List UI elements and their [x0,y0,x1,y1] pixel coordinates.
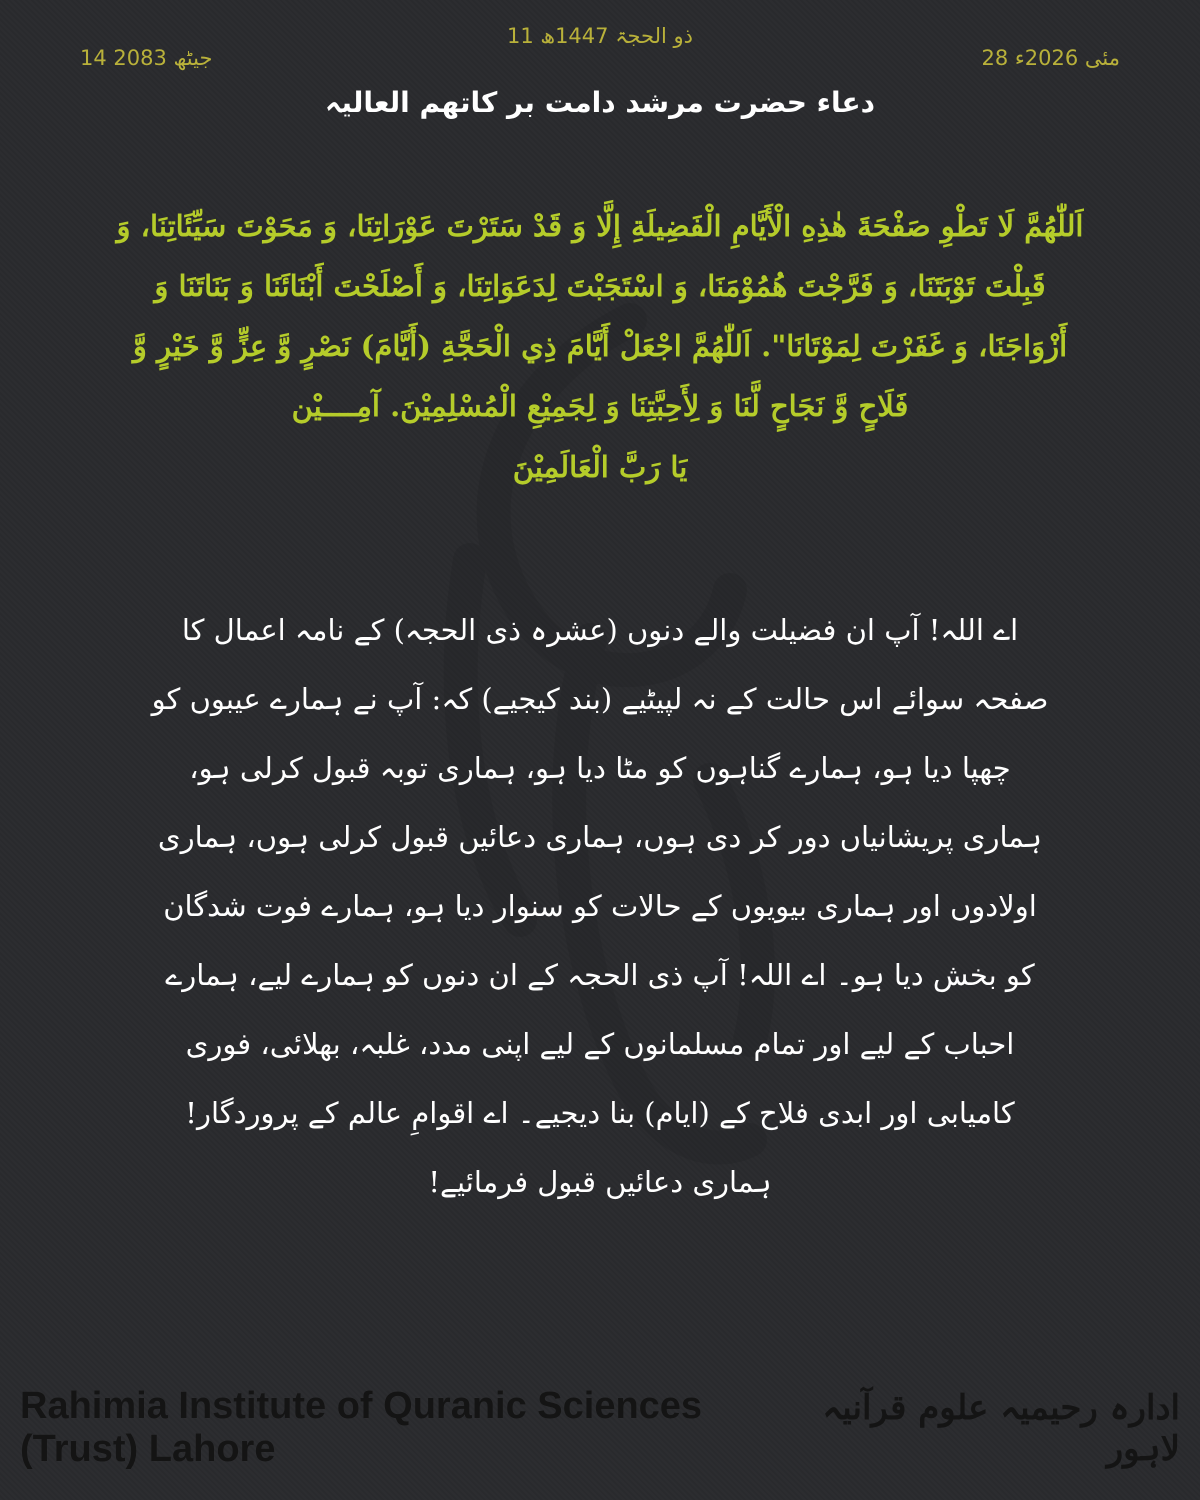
bikrami-date: 14 جیٹھ 2083 [80,46,213,70]
page-title: دعاء حضرت مرشد دامت بر کاتھم العالیہ [324,86,875,119]
footer [20,1385,1180,1470]
hijri-date: 11 ذو الحجۃ 1447ھ [506,24,694,48]
gregorian-date: 28 مئی 2026ء [981,46,1120,70]
institute-logo-urdu: ادارہ رحیمیہ علوم قرآنیہ لاہور [822,1388,1180,1469]
urdu-translation-text: اے اللہ! آپ ان فضیلت والے دنوں (عشرہ ذی الحجہ) کے نامہ اعمال کا صفحہ سوائے اس حالت کے نہ لپیٹیے (بند کیجیے) کہ: آپ نے ہمارے عیبوں کو چھپا دیا ہو، ہمارے گناہوں کو مٹا دیا ہو، ہماری توبہ قبول کرلی ہو، ہماری پریشانیاں دور کر دی ہوں، ہماری دعائیں قبول کرلی ہوں، ہماری اولادوں اور ہماری بیویوں کے حالات کو سنوار دیا ہو، ہمارے فوت شدگان کو بخش دیا ہو۔ اے اللہ! آپ ذی الحجہ کے ان دنوں کو ہمارے لیے، ہمارے احباب کے لیے اور تمام مسلمانوں کے لیے اپنی مدد، غلبہ، بھلائی، فوری کامیابی اور ابدی فلاح کے (ایام) بنا دیجیے۔ اے اقوامِ عالم کے پروردگار! ہماری دعائیں قبول فرمائیے! [151,613,1049,1199]
arabic-dua-text: اَللّٰهُمَّ لَا تَطْوِ صَفْحَةَ هٰذِهِ الْأَيَّامِ الْفَضِيلَةِ إِلَّا وَ قَدْ سَتَرْتَ عَوْرَاتِنَا، وَ مَحَوْتَ سَيِّئَاتِنَا، وَ قَبِلْتَ تَوْبَتَنَا، وَ فَرَّجْتَ هُمُوْمَنَا، وَ اسْتَجَبْتَ لِدَعَوَاتِنَا، وَ أَصْلَحْتَ أَبْنَائَنَا وَ بَنَاتَنَا وَ أَزْوَاجَنَا، وَ غَفَرْتَ لِمَوْتَانَا". اَللّٰهُمَّ اجْعَلْ أَيَّامَ ذِي الْحَجَّةِ (أَيَّامَ) نَصْرٍ وَّ عِزٍّ وَّ خَيْرٍ وَّ فَلَاحٍ وَّ نَجَاحٍ لَّنَا وَ لِأَحِبَّتِنَا وَ لِجَمِيْعِ الْمُسْلِمِيْنَ. آمِــــيْن [116,209,1084,423]
institute-name-english: Rahimia Institute of Quranic Sciences (Trust) Lahore [20,1385,703,1470]
arabic-dua-ending: يَا رَبَّ الْعَالَمِيْنَ [512,450,688,484]
